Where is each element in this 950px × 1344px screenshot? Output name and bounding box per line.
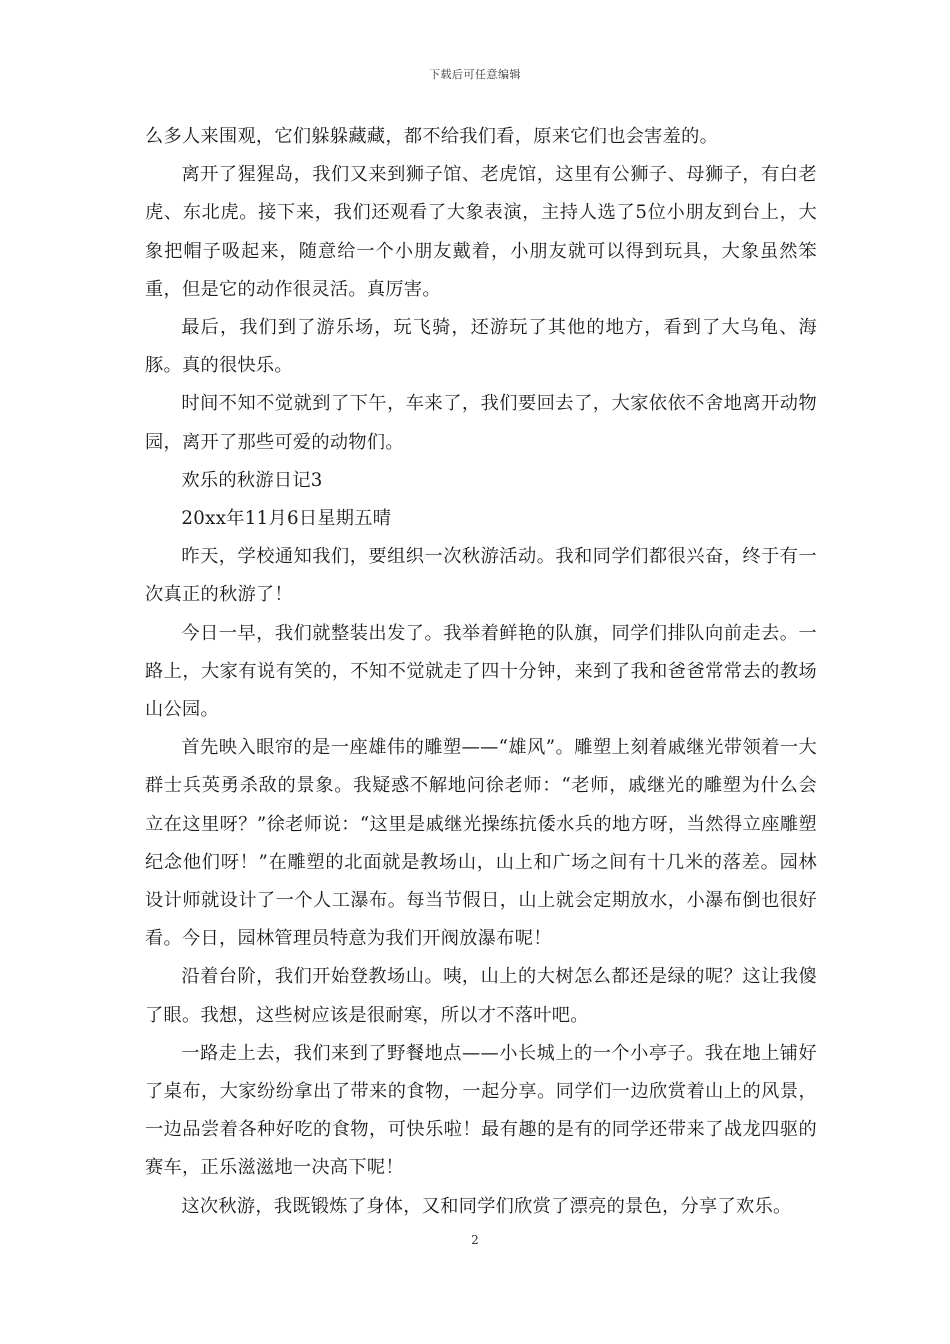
paragraph: 昨天，学校通知我们，要组织一次秋游活动。我和同学们都很兴奋，终于有一次真正的秋游了！ — [145, 546, 817, 606]
paragraph: 这次秋游，我既锻炼了身体，又和同学们欣赏了漂亮的景色，分享了欢乐。 — [181, 1195, 792, 1217]
paragraph: 时间不知不觉就到了下午，车来了，我们要回去了，大家依依不舍地离开动物园，离开了那些可爱的动物们。 — [145, 393, 817, 453]
paragraph-continuation: 么多人来围观，它们躲躲藏藏，都不给我们看，原来它们也会害羞的。 — [145, 126, 719, 147]
page-number: 2 — [471, 1233, 479, 1247]
page-header: 下载后可任意编辑 — [429, 68, 521, 81]
diary-date: 20xx年11月6日星期五晴 — [181, 508, 392, 530]
paragraph: 首先映入眼帘的是一座雄伟的雕塑——“雄风”。雕塑上刻着戚继光带领着一大群士兵英勇杀敌的景象。我疑惑不解地问徐老师：“老师，戚继光的雕塑为什么会立在这里呀？”徐老师说：“这里是戚继光操练抗倭水兵的地方呀，当然得立座雕塑纪念他们呀！”在雕塑的北面就是教场山，山上和广场之间有十几米的落差。园林设计师就设计了一个人工瀑布。每当节假日，山上就会定期放水，小瀑布倒也很好看。今日，园林管理员特意为我们开阀放瀑布呢！ — [145, 737, 817, 950]
paragraph: 沿着台阶，我们开始登教场山。咦，山上的大树怎么都还是绿的呢？这让我傻了眼。我想，这些树应该是很耐寒，所以才不落叶吧。 — [145, 966, 817, 1026]
document-body — [145, 118, 817, 1226]
paragraph: 最后，我们到了游乐场，玩飞骑，还游玩了其他的地方，看到了大乌龟、海豚。真的很快乐。 — [145, 317, 817, 377]
paragraph: 离开了猩猩岛，我们又来到狮子馆、老虎馆，这里有公狮子、母狮子，有白老虎、东北虎。接下来，我们还观看了大象表演，主持人选了5位小朋友到台上，大象把帽子吸起来，随意给一个小朋友戴着，小朋友就可以得到玩具，大象虽然笨重，但是它的动作很灵活。真厉害。 — [145, 164, 817, 300]
section-title: 欢乐的秋游日记3 — [181, 469, 323, 491]
paragraph: 今日一早，我们就整装出发了。我举着鲜艳的队旗，同学们排队向前走去。一路上，大家有说有笑的，不知不觉就走了四十分钟，来到了我和爸爸常常去的教场山公园。 — [145, 622, 817, 721]
paragraph: 一路走上去，我们来到了野餐地点——小长城上的一个小亭子。我在地上铺好了桌布，大家纷纷拿出了带来的食物，一起分享。同学们一边欣赏着山上的风景，一边品尝着各种好吃的食物，可快乐啦！最有趣的是有的同学还带来了战龙四驱的赛车，正乐滋滋地一决高下呢！ — [145, 1042, 817, 1179]
